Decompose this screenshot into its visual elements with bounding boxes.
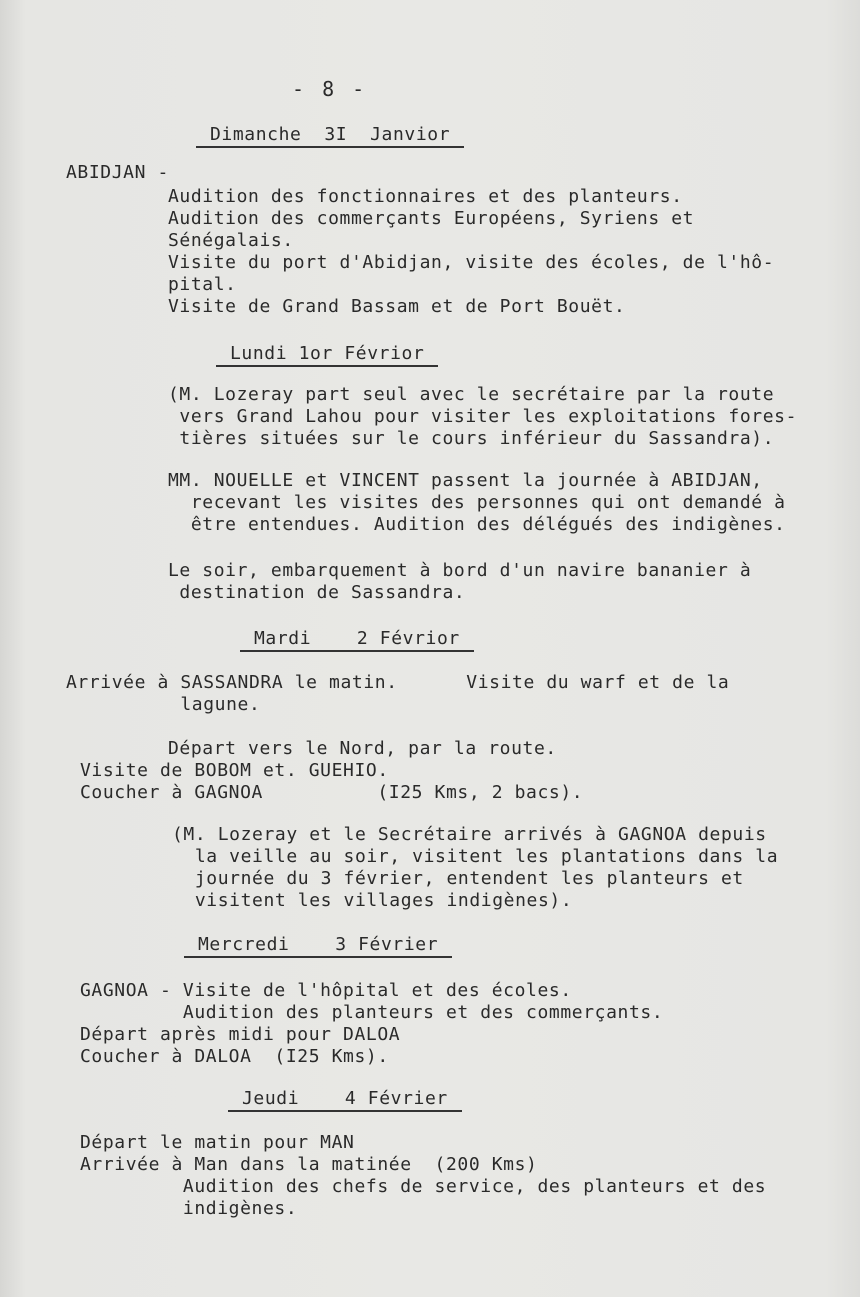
heading-jeudi: Jeudi 4 Février bbox=[228, 1088, 462, 1112]
heading-mercredi: Mercredi 3 Février bbox=[184, 934, 452, 958]
dimanche-line: Audition des fonctionnaires et des planteurs. bbox=[168, 186, 683, 207]
mardi-note-line: (M. Lozeray et le Secrétaire arrivés à GAGNOA depuis bbox=[172, 824, 767, 845]
mercredi-line: GAGNOA - Visite de l'hôpital et des écoles. bbox=[80, 980, 572, 1001]
mardi-depart-line: Départ vers le Nord, par la route. bbox=[168, 738, 557, 759]
mercredi-line: Coucher à DALOA (I25 Kms). bbox=[80, 1046, 389, 1067]
dimanche-line: pital. bbox=[168, 274, 237, 295]
page-number: - 8 - bbox=[292, 77, 368, 101]
mardi-depart-line: Visite de BOBOM et. GUEHIO. bbox=[80, 760, 389, 781]
lundi-para3-line: destination de Sassandra. bbox=[168, 582, 466, 603]
heading-lundi: Lundi 1or Févrior bbox=[216, 343, 438, 367]
mardi-arrival-line: lagune. bbox=[66, 694, 261, 715]
dimanche-line: Sénégalais. bbox=[168, 230, 294, 251]
mercredi-line: Départ après midi pour DALOA bbox=[80, 1024, 401, 1045]
mardi-arrival-line: Arrivée à SASSANDRA le matin. Visite du warf et de la bbox=[66, 672, 730, 693]
mardi-note-line: la veille au soir, visitent les plantations dans la bbox=[172, 846, 779, 867]
dimanche-line: Audition des commerçants Européens, Syriens et bbox=[168, 208, 695, 229]
label-abidjan: ABIDJAN - bbox=[66, 162, 169, 183]
mardi-note-line: journée du 3 février, entendent les planteurs et bbox=[172, 868, 744, 889]
lundi-para1-line: vers Grand Lahou pour visiter les exploitations fores- bbox=[168, 406, 798, 427]
lundi-para2-line: recevant les visites des personnes qui ont demandé à bbox=[168, 492, 786, 513]
lundi-para2-line: être entendues. Audition des délégués des indigènes. bbox=[168, 514, 786, 535]
dimanche-line: Visite du port d'Abidjan, visite des écoles, de l'hô- bbox=[168, 252, 775, 273]
heading-dimanche: Dimanche 3I Janvior bbox=[196, 124, 464, 148]
dimanche-line: Visite de Grand Bassam et de Port Bouët. bbox=[168, 296, 626, 317]
lundi-para2-line: MM. NOUELLE et VINCENT passent la journée à ABIDJAN, bbox=[168, 470, 763, 491]
lundi-para1-line: tières situées sur le cours inférieur du Sassandra). bbox=[168, 428, 775, 449]
mercredi-line: Audition des planteurs et des commerçants. bbox=[80, 1002, 664, 1023]
lundi-para1-line: (M. Lozeray part seul avec le secrétaire par la route bbox=[168, 384, 775, 405]
mardi-note-line: visitent les villages indigènes). bbox=[172, 890, 573, 911]
jeudi-line: Audition des chefs de service, des planteurs et des bbox=[80, 1176, 767, 1197]
jeudi-line: indigènes. bbox=[80, 1198, 298, 1219]
mardi-depart-line: Coucher à GAGNOA (I25 Kms, 2 bacs). bbox=[80, 782, 584, 803]
jeudi-line: Arrivée à Man dans la matinée (200 Kms) bbox=[80, 1154, 538, 1175]
jeudi-line: Départ le matin pour MAN bbox=[80, 1132, 355, 1153]
lundi-para3-line: Le soir, embarquement à bord d'un navire bananier à bbox=[168, 560, 752, 581]
heading-mardi: Mardi 2 Févrior bbox=[240, 628, 474, 652]
